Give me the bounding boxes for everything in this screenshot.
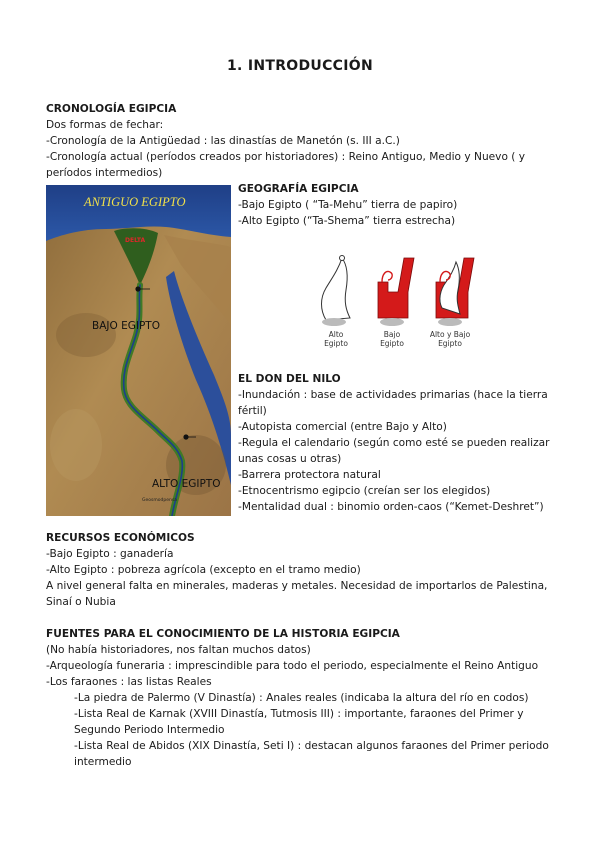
cronologia-line: -Cronología de la Antigüedad : las dinastías de Manetón (s. III a.C.) — [46, 135, 400, 147]
cronologia-line: -Cronología actual (períodos creados por historiadores) : Reino Antiguo, Medio y Nuevo ( y — [46, 151, 526, 163]
fuentes-subline: -Lista Real de Karnak (XVIII Dinastía, Tutmosis III) : importante, faraones del Primer y — [74, 708, 524, 720]
map-bajo-label: BAJO EGIPTO — [92, 320, 160, 332]
cronologia-heading: CRONOLOGÍA EGIPCIA — [46, 103, 177, 115]
recursos-line: Sinaí o Nubia — [46, 596, 116, 608]
crown-label-line: Bajo — [383, 330, 401, 339]
fuentes-subline: intermedio — [74, 756, 132, 768]
crown-label-line: Alto y Bajo — [429, 330, 471, 339]
fuentes-line: -Los faraones : las listas Reales — [46, 676, 212, 688]
nilo-line: -Regula el calendario (según como esté se pueden realizar — [238, 437, 550, 449]
memphis-marker — [135, 286, 140, 291]
nilo-line: unas cosas u otras) — [238, 453, 342, 465]
map-credit: Geosmodpensa — [142, 498, 177, 503]
recursos-line: A nivel general falta en minerales, maderas y metales. Necesidad de importarlos de Palestina, — [46, 580, 548, 592]
recursos-heading: RECURSOS ECONÓMICOS — [46, 532, 195, 544]
nilo-heading: EL DON DEL NILO — [238, 373, 341, 385]
crown-label-line: Egipto — [324, 339, 348, 348]
cronologia-line: Dos formas de fechar: — [46, 119, 164, 131]
crown-label-line: Alto — [328, 330, 344, 339]
red-crown-icon — [378, 258, 414, 326]
geografia-heading: GEOGRAFÍA EGIPCIA — [238, 183, 359, 195]
nilo-line: -Autopista comercial (entre Bajo y Alto) — [238, 421, 447, 433]
nilo-line: -Mentalidad dual : binomio orden-caos (“Kemet-Deshret”) — [238, 501, 544, 513]
fuentes-heading: FUENTES PARA EL CONOCIMIENTO DE LA HISTORIA EGIPCIA — [46, 628, 400, 640]
recursos-line: -Bajo Egipto : ganadería — [46, 548, 174, 560]
double-crown-icon — [436, 258, 474, 326]
crown-label-alto-bajo — [422, 330, 478, 348]
map-alto-label: ALTO EGIPTO — [152, 478, 221, 490]
nilo-line: -Barrera protectora natural — [238, 469, 381, 481]
crown-label-line: Egipto — [438, 339, 462, 348]
thebes-marker — [183, 434, 188, 439]
nilo-line: -Inundación : base de actividades primarias (hace la tierra — [238, 389, 548, 401]
page-title: 1. INTRODUCCIÓN — [227, 58, 373, 74]
map-title: ANTIGUO EGIPTO — [84, 195, 186, 209]
cronologia-line: períodos intermedios) — [46, 167, 163, 179]
geografia-line: -Bajo Egipto ( “Ta-Mehu” tierra de papiro) — [238, 199, 458, 211]
crown-label-alto — [318, 330, 354, 348]
map-delta-label: DELTA — [125, 237, 146, 244]
egypt-map — [46, 185, 231, 516]
white-crown-icon — [322, 256, 351, 327]
crown-label-bajo — [374, 330, 410, 348]
fuentes-subline: Segundo Periodo Intermedio — [74, 724, 225, 736]
recursos-line: -Alto Egipto : pobreza agrícola (excepto en el tramo medio) — [46, 564, 361, 576]
crowns-diagram — [312, 252, 482, 350]
fuentes-subline: -Lista Real de Abidos (XIX Dinastía, Seti I) : destacan algunos faraones del Primer periodo — [74, 740, 549, 752]
crown-label-line: Egipto — [380, 339, 404, 348]
nilo-line: fértil) — [238, 405, 267, 417]
fuentes-subline: -La piedra de Palermo (V Dinastía) : Anales reales (indicaba la altura del río en codos) — [74, 692, 529, 704]
fuentes-line: (No había historiadores, nos faltan muchos datos) — [46, 644, 311, 656]
geografia-line: -Alto Egipto (“Ta-Shema” tierra estrecha) — [238, 215, 456, 227]
nilo-line: -Etnocentrismo egipcio (creían ser los elegidos) — [238, 485, 491, 497]
fuentes-line: -Arqueología funeraria : imprescindible para todo el periodo, especialmente el Reino Antiguo — [46, 660, 539, 672]
